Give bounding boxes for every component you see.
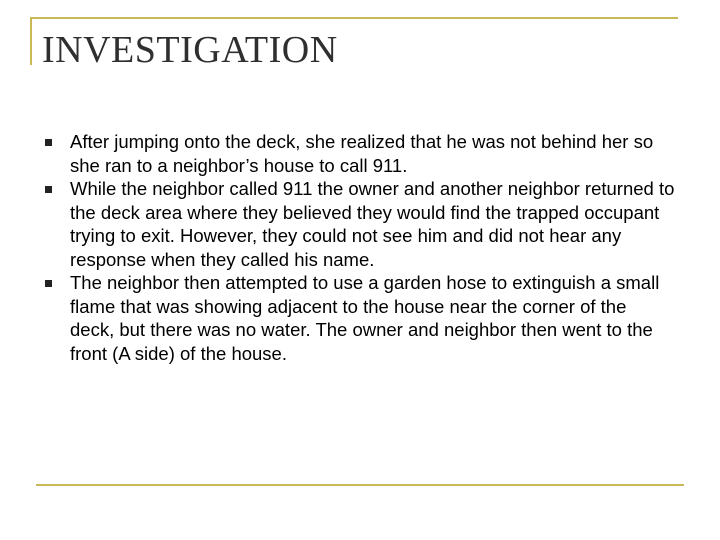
bullet-text-3: The neighbor then attempted to use a garden hose to extinguish a small flame that was showing adjacent to the house near the corner of the deck, but there was no water. The owner and neighbor then went to the front (A side) of the house. bbox=[70, 272, 660, 364]
left-divider-line bbox=[30, 17, 32, 65]
square-bullet-icon bbox=[45, 139, 52, 146]
bullet-item-1 bbox=[45, 130, 675, 177]
bullet-item-2 bbox=[45, 177, 675, 271]
bullet-list bbox=[45, 130, 675, 365]
bullet-text-1: After jumping onto the deck, she realized that he was not behind her so she ran to a neighbor’s house to call 911. bbox=[70, 131, 654, 176]
bullet-text-2: While the neighbor called 911 the owner and another neighbor returned to the deck area where they believed they would find the trapped occupant trying to exit. However, they could not see him and did not hear any response when they called his name. bbox=[70, 178, 675, 270]
square-bullet-icon bbox=[45, 280, 52, 287]
square-bullet-icon bbox=[45, 186, 52, 193]
top-divider-line bbox=[30, 17, 678, 19]
slide-title: INVESTIGATION bbox=[42, 29, 338, 71]
bottom-divider-line bbox=[36, 484, 684, 486]
bullet-item-3 bbox=[45, 271, 675, 365]
